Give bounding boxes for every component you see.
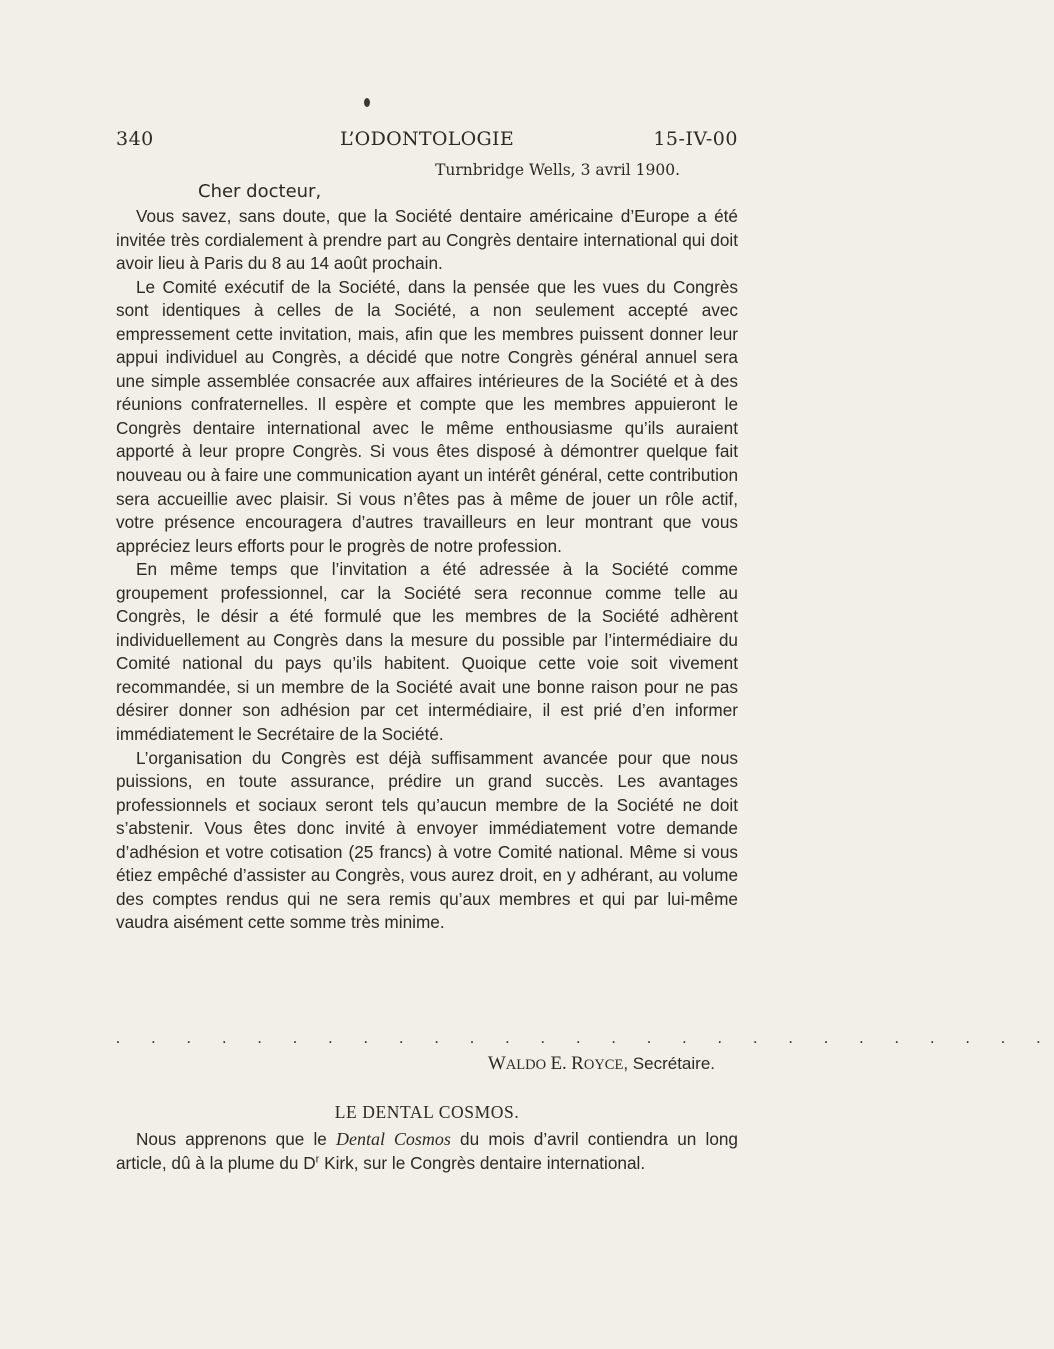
page-header (116, 128, 738, 154)
letter-salutation: Cher docteur, (198, 181, 322, 202)
page-number: 340 (116, 128, 154, 150)
letter-paragraph: Le Comité exécutif de la Société, dans la pensée que les vues du Congrès sont identiques à celles de la Société, a non seulement accepté avec empressement cette invitation, mais, afin que les membres puissent donner leur appui individuel au Congrès, a décidé que notre Congrès général annuel sera une simple assemblée consacrée aux affaires intérieures de la Société et à des réunions confraternelles. Il espère et compte que les membres appuieront le Congrès dentaire international avec le même enthousiasme qu’ils auraient apporté à leur propre Congrès. Si vous êtes disposé à démontrer quelque fait nouveau ou à faire une communication ayant un intérêt général, cette contribution sera accueillie avec plaisir. Si vous n’êtes pas à même de jouer un rôle actif, votre présence encouragera d’autres travailleurs en leur montrant que vous appréciez leurs efforts pour le progrès de notre profession. (116, 276, 739, 556)
letter-body (116, 205, 738, 935)
section-heading: LE DENTAL COSMOS. (334, 1102, 520, 1122)
journal-title: Dental Cosmos (336, 1129, 451, 1149)
running-title: L’ODONTOLOGIE (339, 128, 514, 150)
letter-signature (300, 1053, 715, 1075)
section-text-before: Nous apprenons que le (136, 1129, 337, 1149)
signature-last-initial: R (571, 1053, 584, 1074)
letter-paragraph: En même temps que l’invitation a été adressée à la Société comme groupement professionnel, car la Société sera reconnue comme telle au Congrès, le désir a été formulé que les membres de la Société adhèrent individuellement au Congrès dans la mesure du possible par l’intermédiaire du Comité national du pays qu’ils habitent. Quoique cette voie soit vivement recommandée, si un membre de la Société avait une bonne raison pour ne pas désirer donner son adhésion par cet intermédiaire, il est prié d’en informer immédiatement le Secrétaire de la Société. (116, 559, 738, 745)
signature-last-rest: OYCE (583, 1057, 624, 1073)
section-text-after: Kirk, sur le Congrès dentaire international. (319, 1152, 646, 1173)
section-paragraph (116, 1128, 738, 1175)
section-text-middle: du mois d’avril contiendra un long article, dû à la plume du D (116, 1129, 738, 1173)
signature-middle: E. (550, 1053, 567, 1074)
section-body (116, 1128, 738, 1175)
issue-date: 15-IV-00 (653, 128, 738, 150)
ink-speck (364, 98, 370, 107)
letter-place-date: Turnbridge Wells, 3 avril 1900. (435, 161, 680, 179)
letter-paragraph: L’organisation du Congrès est déjà suffisamment avancée pour que nous puissions, en toute assurance, prédire un grand succès. Les avantages professionnels et sociaux seront tels qu’aucun membre de la Société ne doit s’abstenir. Vous êtes donc invité à envoyer immédiatement votre demande d’adhésion et votre cotisation (25 francs) à votre Comité national. Même si vous étiez empêché d’assister au Congrès, vous aurez droit, en y adhérant, au volume des comptes rendus qui ne sera remis qu’aux membres et qui par lui-même vaudra aisément cette somme très minime. (116, 747, 738, 933)
signature-first-initial: W (487, 1053, 506, 1074)
signature-first-rest: ALDO (505, 1057, 547, 1073)
letter-paragraph: Vous savez, sans doute, que la Société dentaire américaine d’Europe a été invitée très cordialement à prendre part au Congrès dentaire international qui doit avoir lieu à Paris du 8 au 14 août prochain. (116, 206, 738, 274)
signature-role: , Secrétaire. (623, 1054, 715, 1073)
doctor-superscript: r (315, 1152, 320, 1165)
dot-leaders: . . . . . . . . . . . . . . . . . . . . . . . . . . . (116, 1030, 1054, 1047)
